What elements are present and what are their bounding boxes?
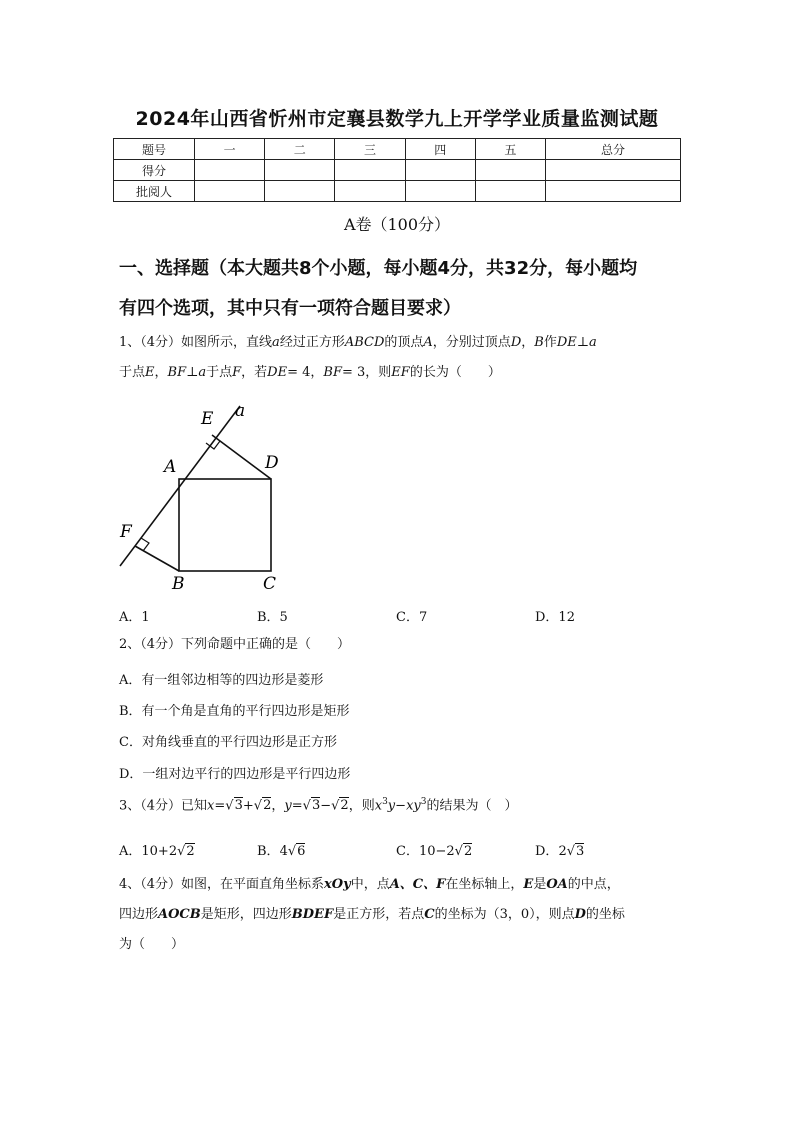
q3-math: − — [395, 798, 407, 814]
q1-text: ，则 — [365, 365, 392, 380]
table-cell — [195, 160, 265, 181]
table-cell: 总分 — [546, 139, 681, 160]
q4-math: xOy — [324, 877, 351, 892]
segment-bf — [135, 546, 179, 571]
table-cell — [335, 181, 405, 202]
label-f: F — [120, 522, 132, 542]
q4-math: C — [424, 907, 435, 922]
q4-math: D — [574, 907, 586, 922]
score-table-row — [114, 160, 681, 181]
q1-text: ，若 — [241, 365, 268, 380]
q1-text: 的长为（ ） — [409, 365, 501, 380]
q3-option-b: B．4√6 — [257, 844, 306, 859]
table-cell — [405, 160, 475, 181]
q1-text: ， — [310, 365, 324, 380]
q4-math: OA — [546, 877, 568, 892]
q2-option-c: C．对角线垂直的平行四边形是正方形 — [119, 735, 337, 750]
q1-math: EF — [391, 365, 410, 380]
q1-stem-line2 — [119, 366, 501, 379]
q3-math: 2 — [463, 844, 473, 859]
table-cell — [265, 160, 335, 181]
table-cell: 题号 — [114, 139, 195, 160]
table-cell — [546, 181, 681, 202]
label-c: C — [263, 574, 277, 594]
q3-math: = — [291, 798, 303, 814]
q1-math: = 4 — [287, 365, 311, 380]
q3-text: ，则 — [348, 798, 375, 814]
q3-math: x — [374, 798, 383, 814]
table-cell: 批阅人 — [114, 181, 195, 202]
table-cell: 四 — [405, 139, 475, 160]
page-title: 2024年山西省忻州市定襄县数学九上开学学业质量监测试题 — [135, 108, 659, 130]
q4-math: BDEF — [291, 907, 334, 922]
q3-option-label: C． — [396, 844, 419, 859]
q3-stem: 3、（4分）已知x=√3+√2，y=√3−√2，则$x^3y-xy^3$的结果为（ ） — [119, 797, 518, 814]
q1-math: DE — [556, 335, 577, 350]
q4-text: 是矩形，四边形 — [200, 907, 292, 922]
q1-stem-line1 — [119, 336, 597, 349]
q4-text: 四边形 — [119, 907, 159, 922]
q4-text: 是 — [533, 877, 547, 892]
q3-math: 2 — [558, 844, 567, 859]
q3-text: 的结果为（ ） — [426, 798, 518, 814]
q4-text: 的坐标 — [585, 907, 625, 922]
q4-math: AOCB — [158, 907, 201, 922]
part1-heading-line2: 有四个选项，其中只有一项符合题目要求） — [119, 298, 461, 319]
square-abcd — [179, 479, 271, 571]
q3-math: y — [284, 798, 292, 814]
q4-text: 4、（4分）如图，在平面直角坐标系 — [119, 877, 325, 892]
label-a: a — [235, 401, 246, 421]
q1-option-a: A．1 — [119, 610, 150, 625]
q3-math: 2 — [263, 798, 272, 814]
q3-math: 4 — [279, 844, 288, 859]
table-cell — [546, 160, 681, 181]
q3-math: 10+2 — [141, 844, 178, 859]
q3-option-a: A．10+2√2 — [119, 844, 195, 859]
q4-math: A、C、F — [389, 877, 446, 892]
q2-option-b: B．有一个角是直角的平行四边形是矩形 — [119, 704, 350, 719]
q1-text: 1、（4分）如图所示，直线 — [119, 335, 273, 350]
q1-math: B — [534, 335, 544, 350]
q1-math: DE — [267, 365, 288, 380]
table-cell — [405, 181, 475, 202]
q3-math: 3 — [311, 798, 321, 814]
q4-text: 的坐标为（3，0），则点 — [434, 907, 575, 922]
q1-text: 经过正方形 — [279, 335, 345, 350]
table-cell: 五 — [475, 139, 545, 160]
q2-stem: 2、（4分）下列命题中正确的是（ ） — [119, 637, 351, 652]
label-e: E — [201, 409, 214, 429]
q3-option-label: D． — [535, 844, 559, 859]
q1-text: 的顶点 — [384, 335, 424, 350]
right-angle-mark-f — [141, 538, 149, 551]
q3-math: 2 — [186, 844, 195, 859]
q3-math: + — [242, 798, 254, 814]
q1-math: E — [145, 365, 155, 380]
table-cell — [475, 160, 545, 181]
q3-option-label: B． — [257, 844, 280, 859]
table-cell: 一 — [195, 139, 265, 160]
q1-math: D — [510, 335, 522, 350]
q3-option-d: D．2√3 — [535, 844, 585, 859]
q3-math: 6 — [297, 844, 306, 859]
q1-math: a — [198, 365, 207, 380]
q1-text: ， — [154, 365, 168, 380]
score-table — [113, 138, 681, 202]
score-table-header-row — [114, 139, 681, 160]
q1-text: ，分别过顶点 — [432, 335, 511, 350]
q3-math: − — [320, 798, 332, 814]
q1-option-d: D．12 — [535, 610, 575, 625]
q1-math: a — [272, 335, 280, 350]
q3-math: 3 — [420, 797, 427, 807]
q1-math: = 3 — [341, 365, 366, 380]
q1-text: 作 — [543, 335, 557, 350]
table-cell: 得分 — [114, 160, 195, 181]
label-A: A — [164, 457, 177, 477]
table-cell — [475, 181, 545, 202]
q3-math: 3 — [576, 844, 585, 859]
q4-text: 在坐标轴上， — [445, 877, 524, 892]
label-b: B — [172, 574, 185, 594]
q3-math: y — [387, 798, 396, 814]
label-d: D — [265, 453, 279, 473]
q3-option-label: A． — [119, 844, 142, 859]
q1-text: 于点 — [119, 365, 146, 380]
q1-text: 于点 — [206, 365, 233, 380]
section-a-title: A卷（100分） — [343, 215, 451, 234]
q4-stem-line2 — [119, 908, 625, 921]
part1-heading-line1: 一、选择题（本大题共8个小题，每小题4分，共32分，每小题均 — [119, 258, 638, 279]
q2-option-d: D．一组对边平行的四边形是平行四边形 — [119, 767, 351, 782]
q2-option-a: A．有一组邻边相等的四边形是菱形 — [119, 673, 324, 688]
q3-math: 2 — [340, 798, 349, 814]
table-cell — [195, 181, 265, 202]
table-cell: 三 — [335, 139, 405, 160]
q1-math: a — [589, 335, 597, 350]
q4-text: 是正方形，若点 — [333, 907, 425, 922]
q1-option-c: C．7 — [396, 610, 428, 625]
table-cell — [335, 160, 405, 181]
q4-text: 的中点， — [567, 877, 620, 892]
q4-text: 中，点 — [350, 877, 390, 892]
q3-math: 10−2 — [418, 844, 455, 859]
q4-math: E — [523, 877, 534, 892]
q3-math: x — [207, 798, 215, 814]
q1-math: ⊥ — [576, 335, 589, 350]
q1-math: BF — [167, 365, 187, 380]
score-table-row — [114, 181, 681, 202]
q4-stem-line3: 为（ ） — [119, 937, 185, 952]
q1-figure — [115, 396, 295, 594]
table-cell: 二 — [265, 139, 335, 160]
segment-de — [212, 435, 271, 479]
q1-math: A — [423, 335, 433, 350]
q4-stem-line1 — [119, 878, 620, 891]
q3-math: xy — [406, 798, 421, 814]
q1-option-b: B．5 — [257, 610, 288, 625]
q3-math: = — [214, 798, 226, 814]
q3-math: 3 — [234, 798, 243, 814]
q3-math: 3 — [382, 797, 388, 807]
q3-text: ， — [271, 798, 285, 814]
q3-option-c: C．10−2√2 — [396, 844, 473, 859]
line-a — [120, 406, 240, 566]
q1-math: F — [232, 365, 242, 380]
q1-math: BF — [323, 365, 342, 380]
q1-math: ABCD — [344, 335, 385, 350]
q3-text: 3、（4分）已知 — [119, 798, 208, 814]
table-cell — [265, 181, 335, 202]
q1-text: ， — [521, 335, 535, 350]
q1-math: ⊥ — [186, 365, 199, 380]
